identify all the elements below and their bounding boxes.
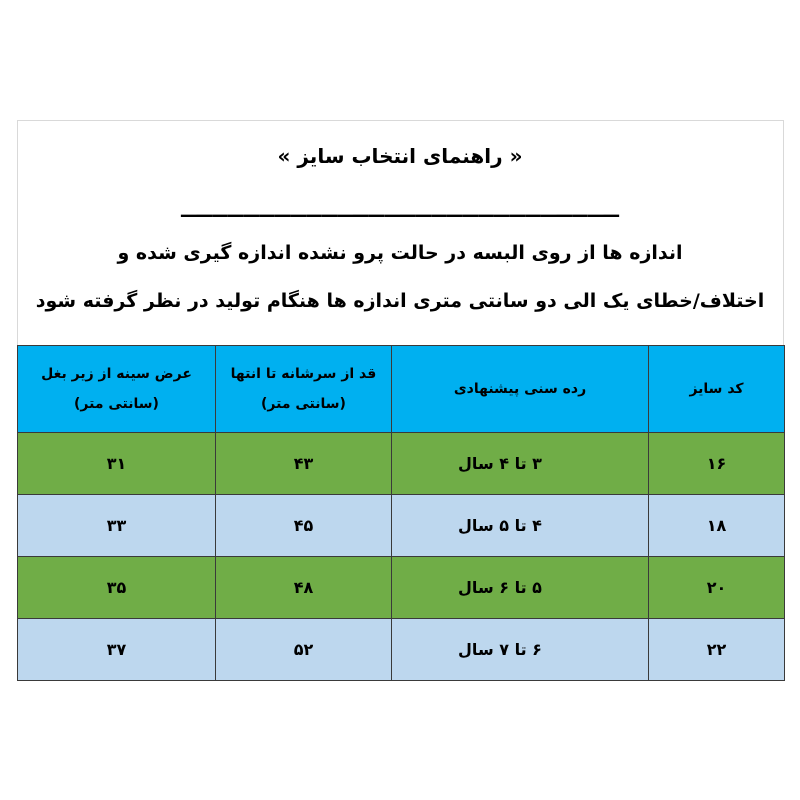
cell-size: ۱۸ bbox=[649, 495, 785, 557]
table-row bbox=[18, 433, 785, 495]
cell-length: ۴۵ bbox=[216, 495, 392, 557]
table-row bbox=[18, 619, 785, 681]
page-title: « راهنمای انتخاب سایز » bbox=[277, 144, 523, 168]
cell-size: ۲۰ bbox=[649, 557, 785, 619]
cell-size: ۲۲ bbox=[649, 619, 785, 681]
table-header-row bbox=[18, 346, 785, 433]
header-length-label: قد از سرشانه تا انتها bbox=[230, 366, 377, 382]
header-chest-width-unit: (سانتی متر) bbox=[74, 396, 159, 412]
header-length-unit: (سانتی متر) bbox=[261, 396, 346, 412]
cell-length: ۴۸ bbox=[216, 557, 392, 619]
cell-length: ۴۳ bbox=[216, 433, 392, 495]
cell-age: ۵ تا ۶ سال bbox=[392, 557, 649, 619]
cell-age: ۶ تا ۷ سال bbox=[392, 619, 649, 681]
cell-length: ۵۲ bbox=[216, 619, 392, 681]
table-row bbox=[18, 557, 785, 619]
cell-chest-width: ۳۳ bbox=[18, 495, 216, 557]
cell-chest-width: ۳۷ bbox=[18, 619, 216, 681]
cell-age: ۳ تا ۴ سال bbox=[392, 433, 649, 495]
header-age-range-label: رده سنی پیشنهادی bbox=[453, 381, 587, 397]
header-length bbox=[216, 346, 392, 433]
cell-age: ۴ تا ۵ سال bbox=[392, 495, 649, 557]
cell-chest-width: ۳۱ bbox=[18, 433, 216, 495]
header-chest-width-label: عرض سینه از زیر بغل bbox=[41, 366, 192, 382]
header-size-code bbox=[649, 346, 785, 433]
header-chest-width bbox=[18, 346, 216, 433]
measurement-note-line-2: اختلاف/خطای یک الی دو سانتی متری اندازه ها هنگام تولید در نظر گرفته شود bbox=[35, 290, 765, 312]
size-table bbox=[17, 345, 785, 681]
header-size-code-label: کد سایز bbox=[689, 381, 744, 397]
cell-chest-width: ۳۵ bbox=[18, 557, 216, 619]
measurement-note-line-1: اندازه ها از روی البسه در حالت پرو نشده اندازه گیری شده و bbox=[117, 242, 683, 264]
header-age-range bbox=[392, 346, 649, 433]
dash-divider: ____________________________ bbox=[180, 188, 620, 218]
cell-size: ۱۶ bbox=[649, 433, 785, 495]
table-row bbox=[18, 495, 785, 557]
